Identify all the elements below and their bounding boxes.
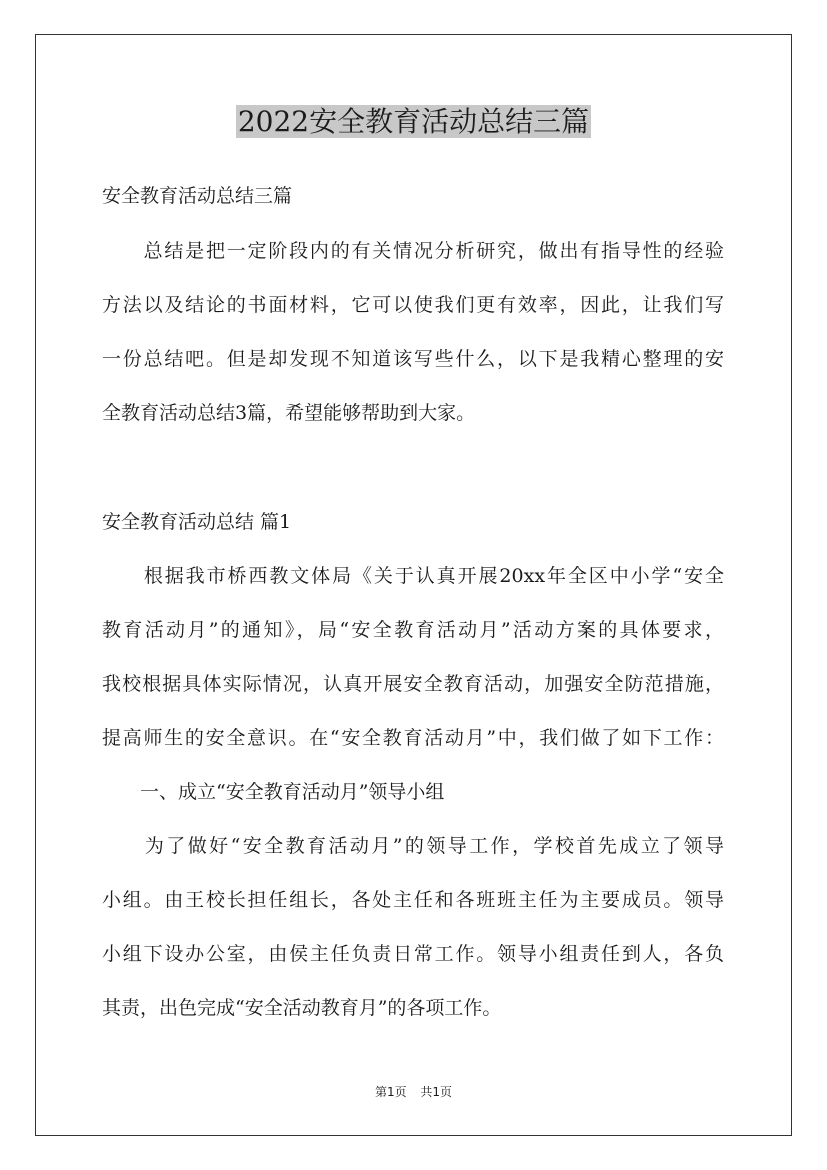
paragraph-line: 小组下设办公室，由侯主任负责日常工作。领导小组责任到人，各负 (102, 943, 724, 965)
document-title: 2022安全教育活动总结三篇 (237, 105, 590, 138)
paragraph-line: 提高师生的安全意识。在“安全教育活动月”中，我们做了如下工作： (102, 727, 724, 749)
paragraph-line: 一份总结吧。但是却发现不知道该写些什么，以下是我精心整理的安 (102, 348, 724, 370)
paragraph-line: 总结是把一定阶段内的有关情况分析研究，做出有指导性的经验 (102, 240, 724, 262)
paragraph-line: 小组。由王校长担任组长，各处主任和各班班主任为主要成员。领导 (102, 889, 724, 911)
paragraph-line: 为了做好“安全教育活动月”的领导工作，学校首先成立了领导 (102, 835, 724, 857)
page-footer (0, 1083, 827, 1100)
section-heading: 安全教育活动总结三篇 (102, 185, 293, 207)
paragraph-line: 教育活动月”的通知》，局“安全教育活动月”活动方案的具体要求， (102, 619, 724, 641)
page-number: 第1页 (374, 1085, 407, 1099)
paragraph-line: 根据我市桥西教文体局《关于认真开展20xx年全区中小学“安全 (102, 565, 724, 587)
page-total: 共1页 (420, 1085, 453, 1099)
subsection-heading: 一、成立“安全教育活动月”领导小组 (102, 781, 445, 803)
paragraph-line: 全教育活动总结3篇，希望能够帮助到大家。 (102, 402, 476, 424)
paragraph-line: 方法以及结论的书面材料，它可以使我们更有效率，因此，让我们写 (102, 294, 724, 316)
paragraph-line: 其责，出色完成“安全活动教育月”的各项工作。 (102, 997, 502, 1019)
section-heading: 安全教育活动总结 篇1 (102, 511, 292, 533)
paragraph-line: 我校根据具体实际情况，认真开展安全教育活动，加强安全防范措施， (102, 673, 724, 695)
